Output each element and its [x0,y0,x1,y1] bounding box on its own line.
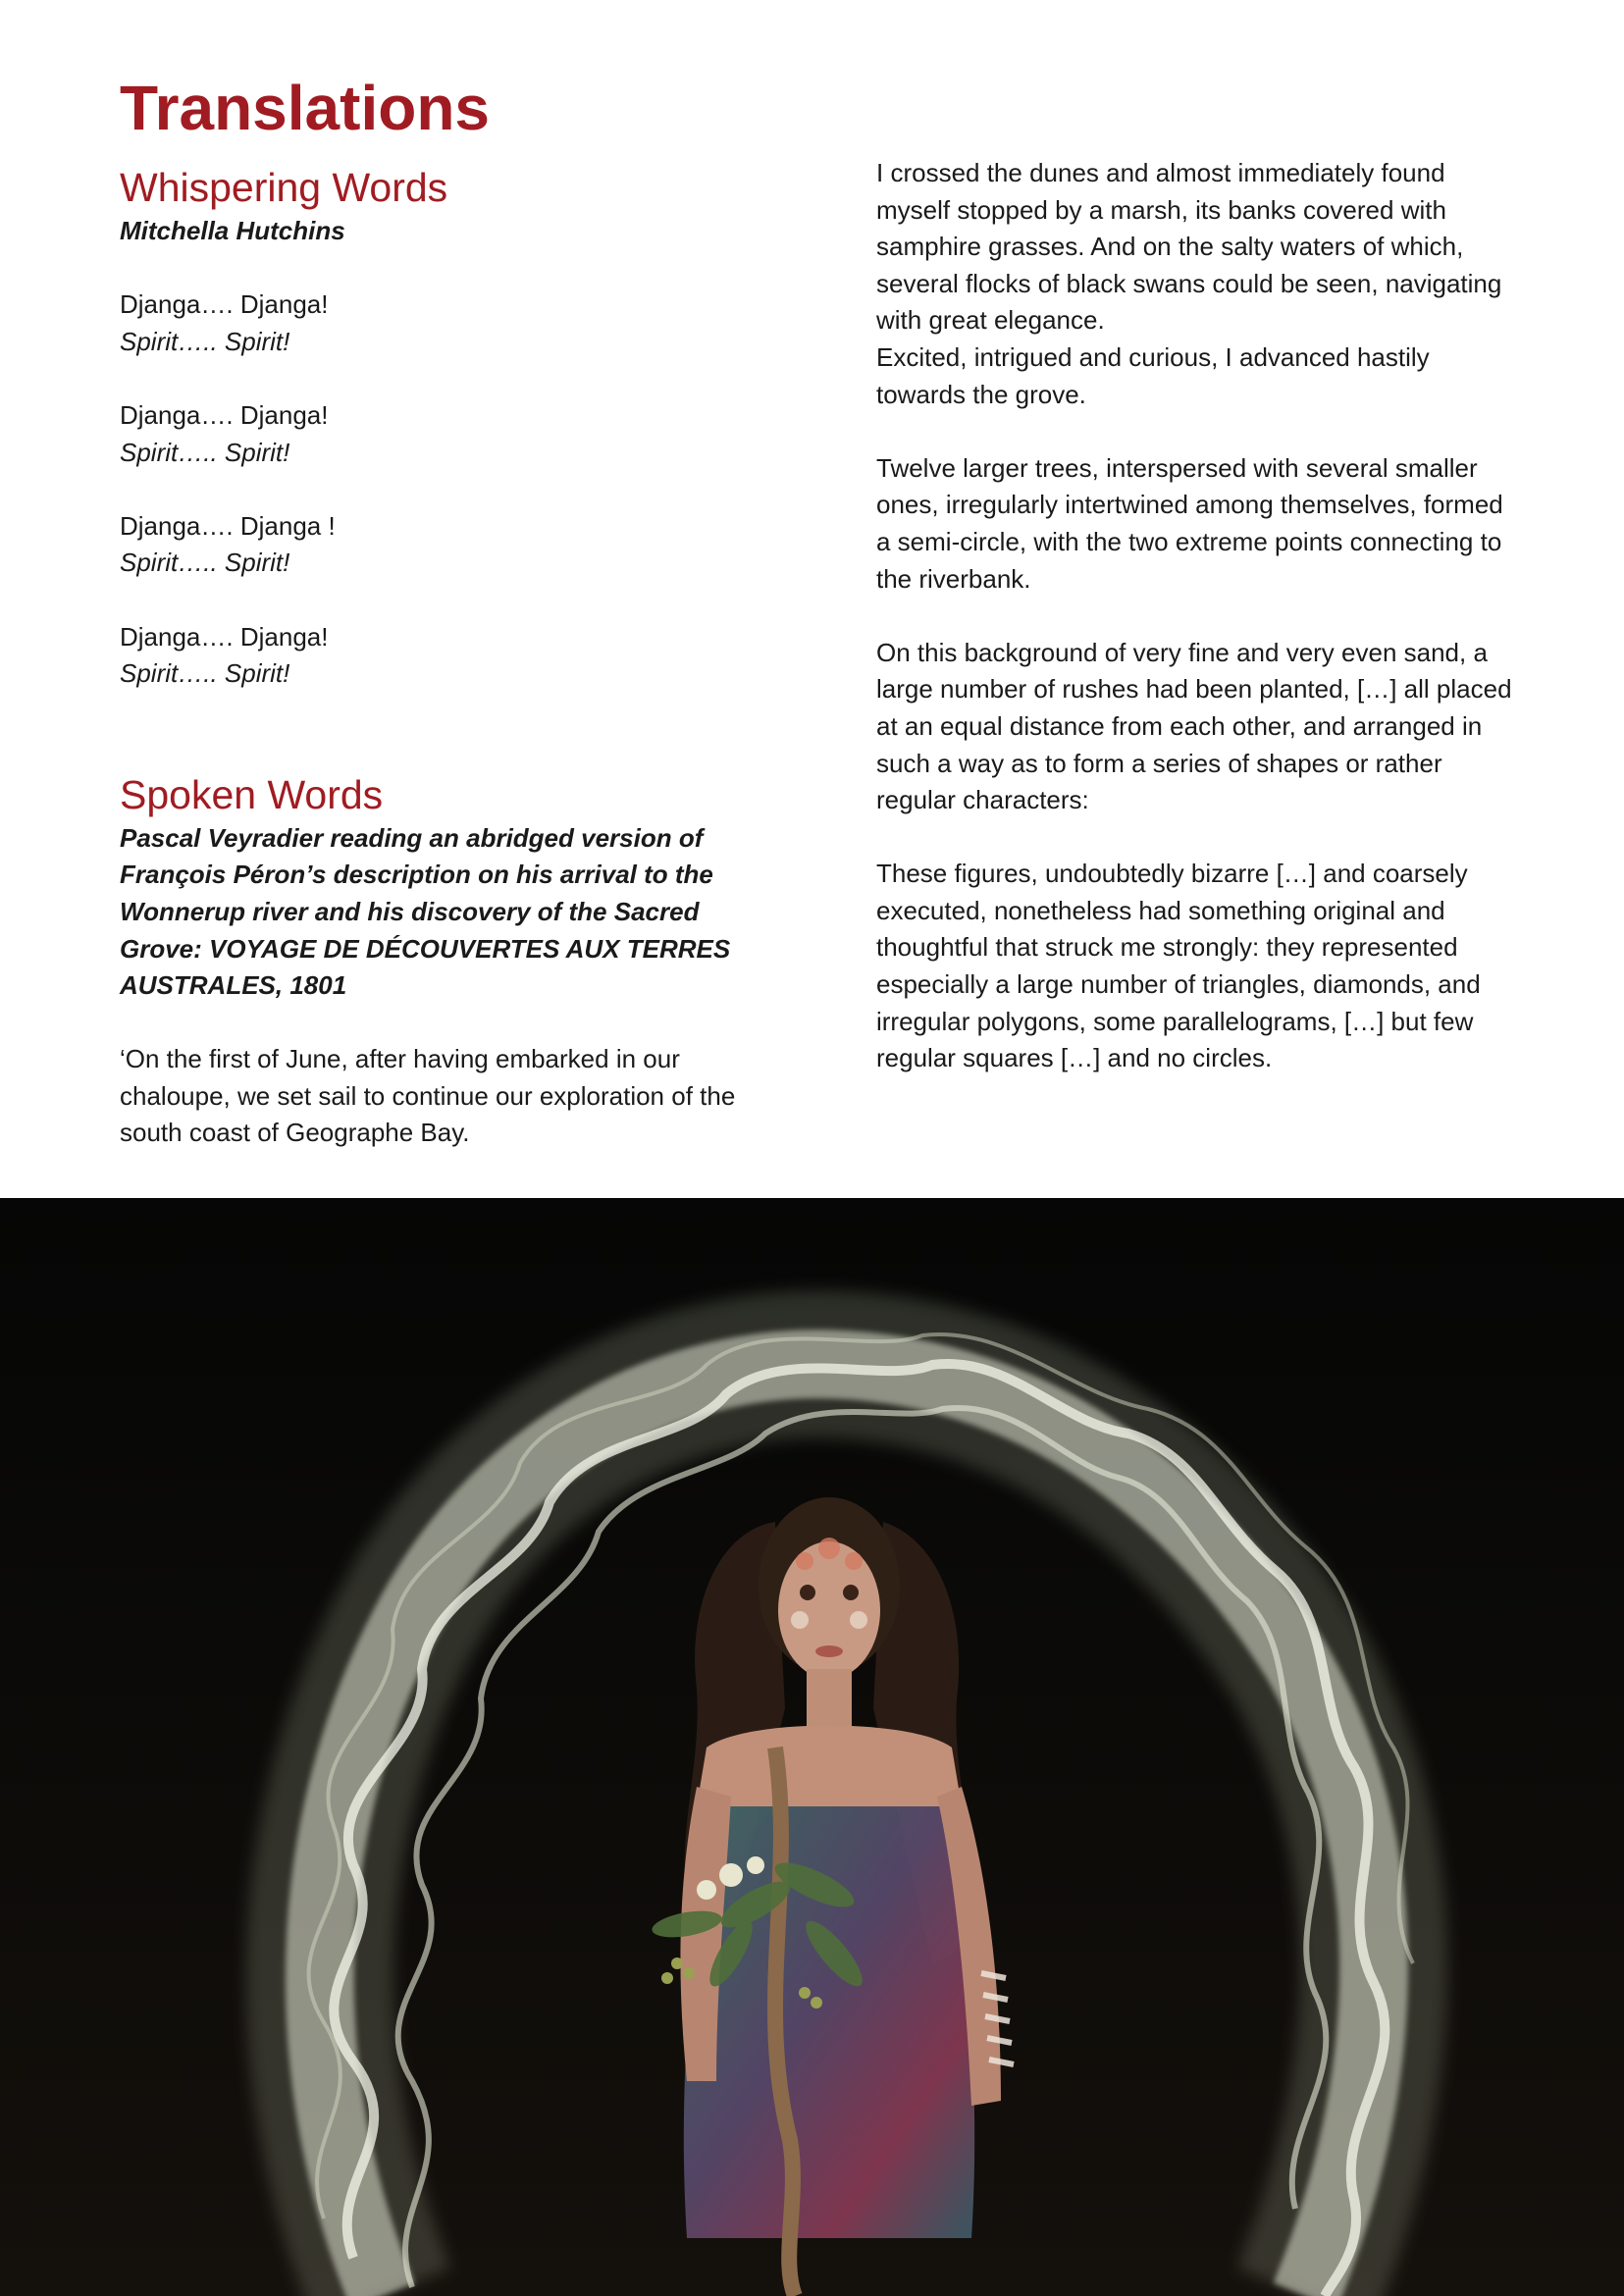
narrative-paragraph: Excited, intrigued and curious, I advanced hastily towards the grove. [876,341,1430,409]
stanza [120,397,787,471]
photograph-light-arch [0,1198,1624,2296]
page-title: Translations [120,73,490,143]
stanza-line: Djanga…. Djanga ! [120,510,336,541]
spoken-words-section [120,769,787,1152]
whispering-words-heading: Whispering Words [120,165,448,210]
stanza-line: Djanga…. Djanga! [120,621,329,652]
stanza-line: Djanga…. Djanga! [120,399,329,430]
narrative-paragraph: On this background of very fine and very even sand, a large number of rushes had been planted, […] all placed at an equal distance from each other, and arranged in such a way as to form a series of shapes or rather regular characters: [876,637,1512,815]
stanza-translation: Spirit….. Spirit! [120,437,290,467]
light-painting-illustration [0,1198,1624,2296]
left-column [120,162,787,1152]
stanza-line: Djanga…. Djanga! [120,289,329,320]
narrative-paragraph: Twelve larger trees, interspersed with several smaller ones, irregularly intertwined among themselves, formed a semi-circle, with the two extreme points connecting to the riverbank. [876,452,1503,594]
stanza-translation: Spirit….. Spirit! [120,658,290,689]
stanza-translation: Spirit….. Spirit! [120,548,290,578]
stanza [120,508,787,582]
stanza-translation: Spirit….. Spirit! [120,326,290,356]
reading-description: Pascal Veyradier reading an abridged version of François Péron’s description on his arrival to the Wonnerup river and his discovery of the Sacred Grove: VOYAGE DE DÉCOUVERTES AUX TERRES AUSTRALES, 1801 [120,822,731,1001]
right-column [876,155,1514,1077]
stanza [120,619,787,693]
stanza [120,287,787,360]
narrative-paragraph: ‘On the first of June, after having embarked in our chaloupe, we set sail to continue our exploration of the south coast of Geographe Bay. [120,1044,736,1148]
spoken-words-heading: Spoken Words [120,771,384,817]
poem-author: Mitchella Hutchins [120,216,345,245]
narrative-paragraph: I crossed the dunes and almost immediately found myself stopped by a marsh, its banks covered with samphire grasses. And on the salty waters of which, several flocks of black swans could be seen, navigating with great elegance. [876,158,1502,336]
narrative-paragraph: These figures, undoubtedly bizarre […] and coarsely executed, nonetheless had something original and thoughtful that struck me strongly: they represented especially a large number of triangles, diamonds, and irregular polygons, some parallelograms, […] but few regular squares […] and no circles. [876,859,1481,1073]
